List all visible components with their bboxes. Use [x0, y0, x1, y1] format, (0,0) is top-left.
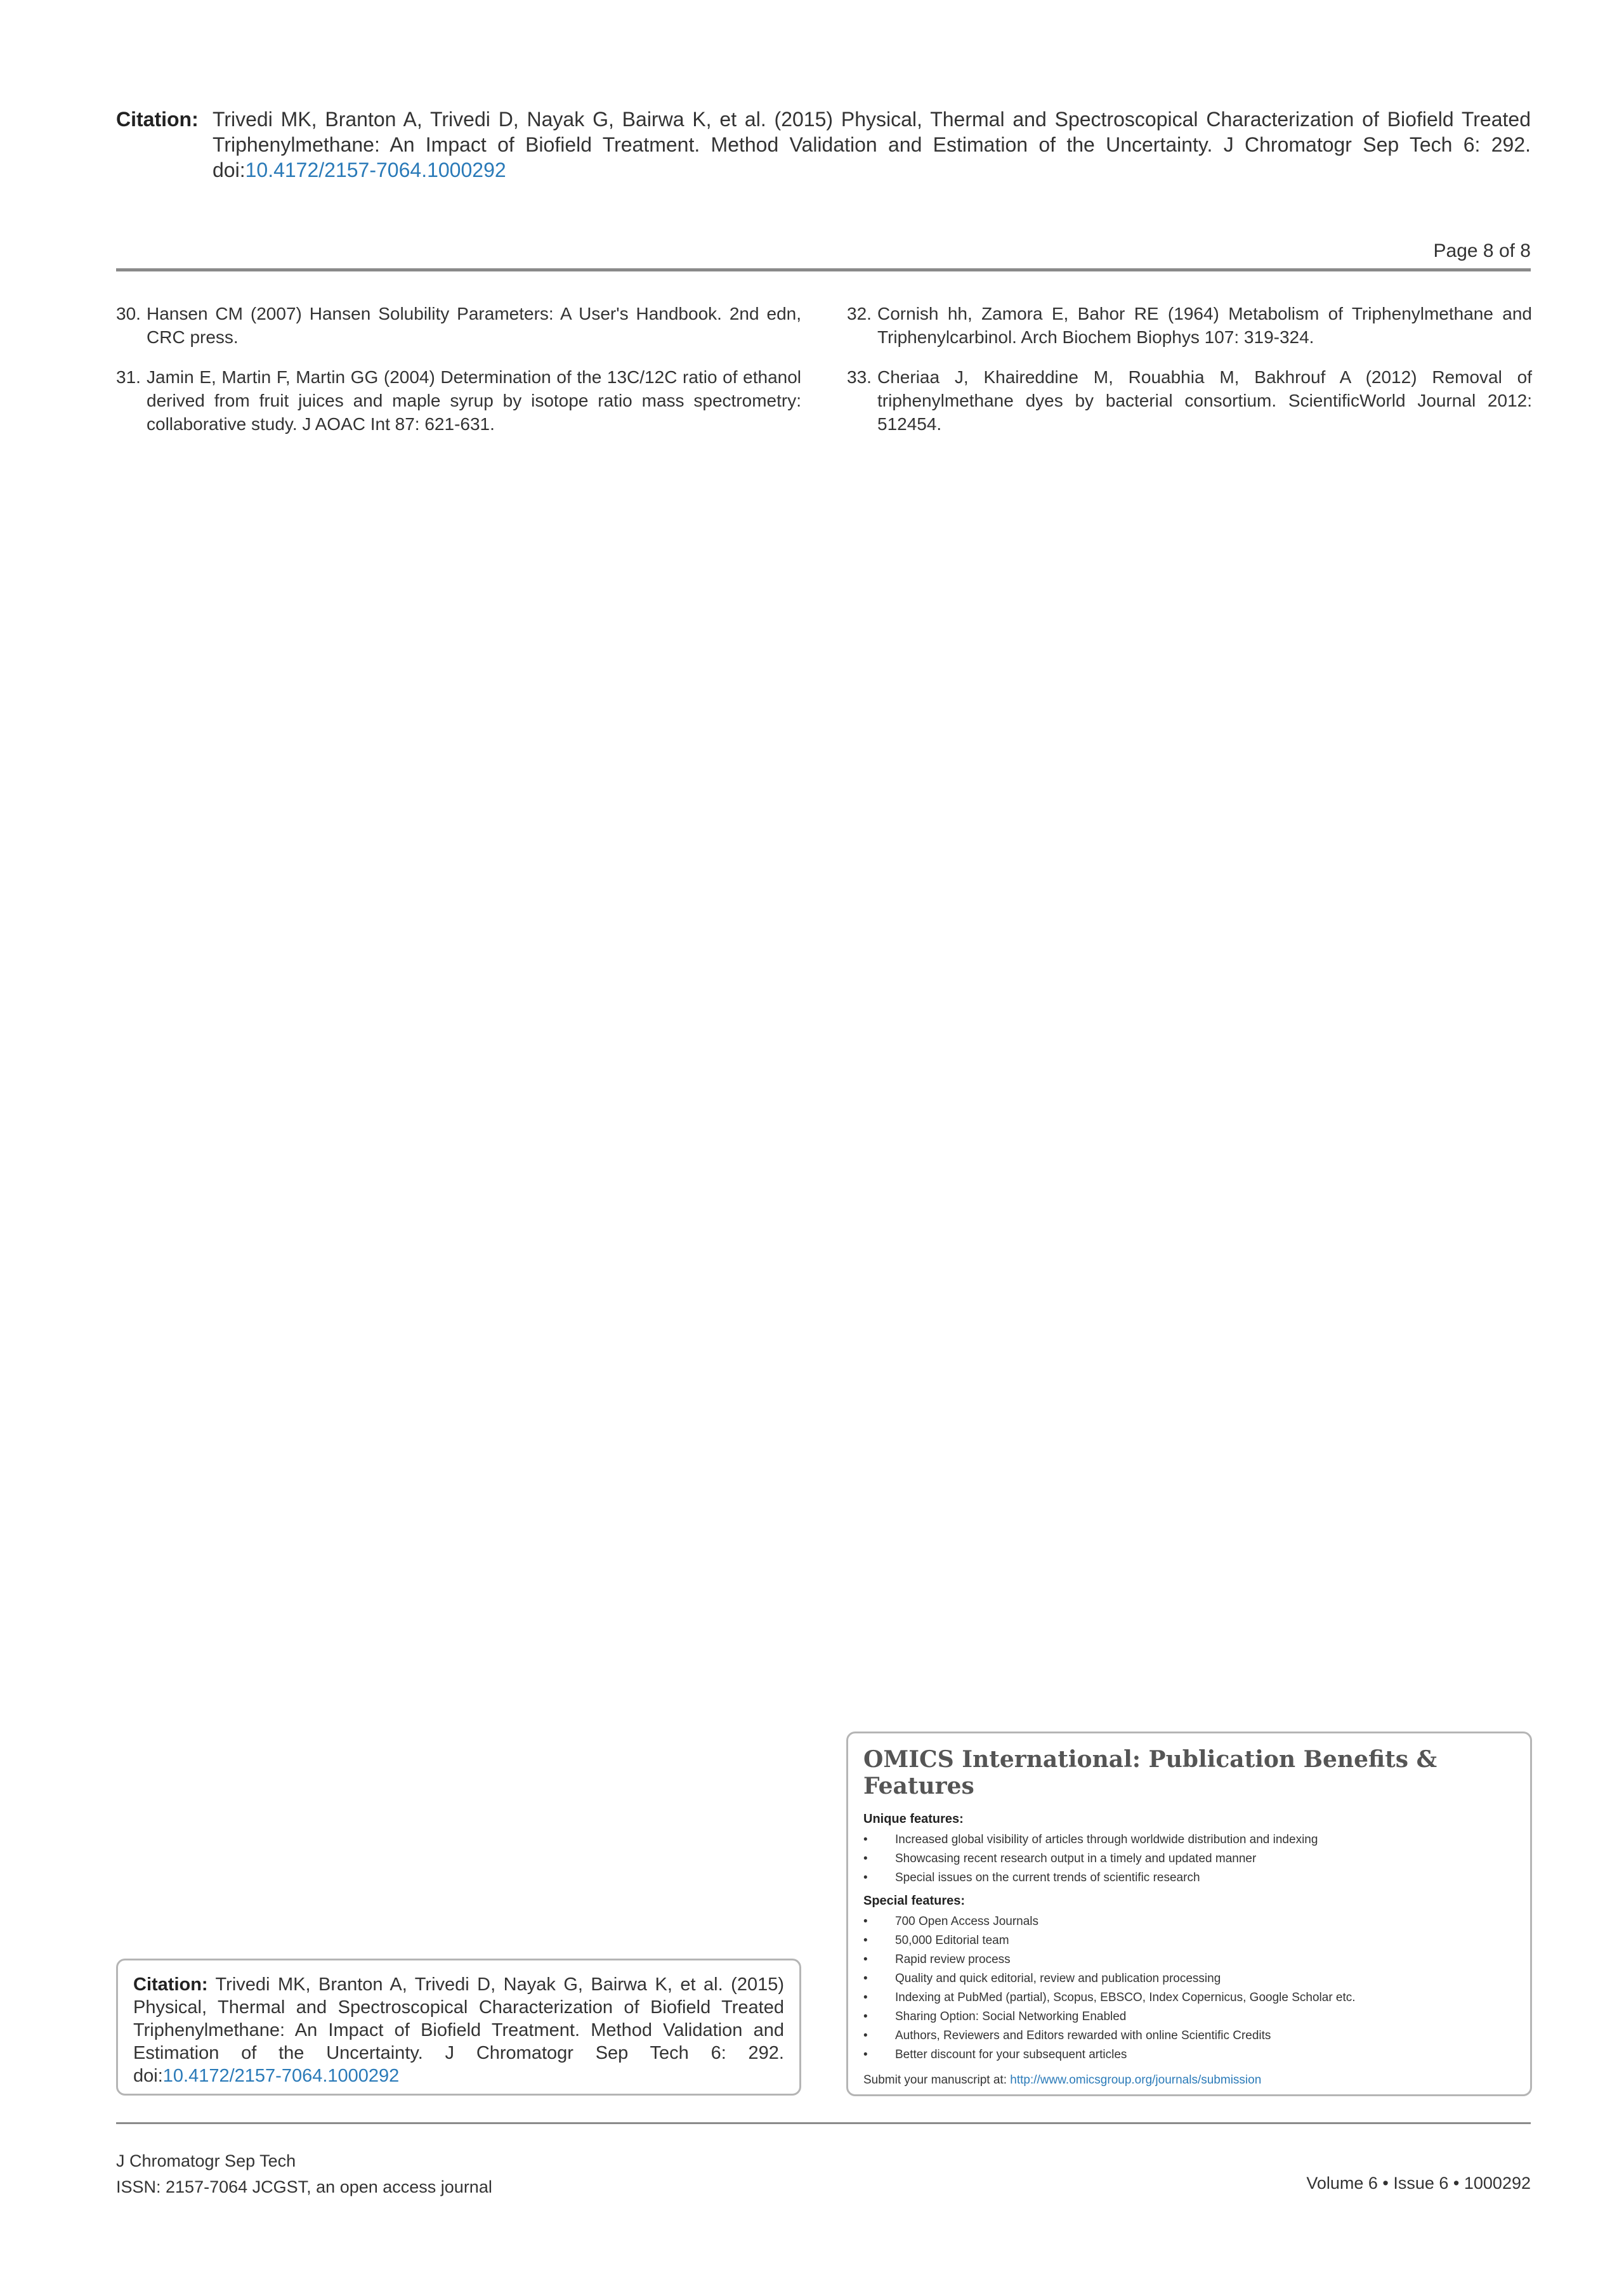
citation-box [116, 1959, 801, 2096]
reference-number: 31. [116, 367, 141, 387]
submit-label: Submit your manuscript at: [863, 2073, 1011, 2087]
omics-title: OMICS International: Publication Benefits & Features [863, 1746, 1437, 1799]
footer-journal: J Chromatogr Sep Tech [116, 2151, 296, 2170]
list-item: • Indexing at PubMed (partial), Scopus, EBSCO, Index Copernicus, Google Scholar etc. [863, 1988, 1515, 2007]
footer-issn: ISSN: 2157-7064 JCGST, an open access journal [116, 2177, 492, 2196]
reference-text: Hansen CM (2007) Hansen Solubility Parameters: A User's Handbook. 2nd edn, CRC press. [147, 304, 801, 347]
submit-line [863, 2071, 1515, 2090]
list-item: • 700 Open Access Journals [863, 1912, 1515, 1931]
reference-number: 30. [116, 304, 141, 323]
header-citation-label: Citation: [116, 108, 199, 131]
reference-text: Cornish hh, Zamora E, Bahor RE (1964) Metabolism of Triphenylmethane and Triphenylcarbinol. Arch Biochem Biophys 107: 319-324. [877, 304, 1532, 347]
footer-divider [116, 2122, 1531, 2124]
submission-link[interactable]: http://www.omicsgroup.org/journals/submission [1010, 2073, 1262, 2087]
unique-features-heading: Unique features: [863, 1812, 964, 1826]
header-divider [116, 268, 1531, 271]
omics-benefits-box [846, 1732, 1532, 2096]
citation-box-doi-link[interactable]: 10.4172/2157-7064.1000292 [162, 2066, 400, 2086]
unique-features-list [863, 1830, 1515, 1888]
list-item: • Better discount for your subsequent articles [863, 2045, 1515, 2064]
reference-text: Jamin E, Martin F, Martin GG (2004) Determination of the 13C/12C ratio of ethanol derived from fruit juices and maple syrup by isotope ratio mass spectrometry: collaborative study. J AOAC Int 87: 621-631. [147, 367, 801, 434]
citation-box-text: Trivedi MK, Branton A, Trivedi D, Nayak G, Bairwa K, et al. (2015) Physical, Thermal and Spectroscopical Characterization of Biofield Treated Triphenylmethane: An Impact of Biofield Treatment. Method Validation and Estimation of the Uncertainty. J Chromatogr Sep Tech 6: 292. doi: [133, 1974, 784, 2086]
reference-text: Cheriaa J, Khaireddine M, Rouabhia M, Bakhrouf A (2012) Removal of triphenylmethane dyes by bacterial consortium. ScientificWorld Journal 2012: 512454. [877, 367, 1532, 434]
reference-item [847, 302, 1532, 349]
references-left-column [116, 302, 801, 452]
references-right-column [847, 302, 1532, 452]
page-number: Page 8 of 8 [1433, 240, 1531, 261]
list-item: • Authors, Reviewers and Editors rewarded with online Scientific Credits [863, 2026, 1515, 2045]
reference-number: 33. [847, 367, 872, 387]
header-doi-link[interactable]: 10.4172/2157-7064.1000292 [245, 159, 506, 181]
header-citation-text: Trivedi MK, Branton A, Trivedi D, Nayak G, Bairwa K, et al. (2015) Physical, Thermal and Spectroscopical Characterization of Biofield Treated Triphenylmethane: An Impact of Biofield Treatment. Method Validation and Estimation of the Uncertainty. J Chromatogr Sep Tech 6: 292. doi: [213, 108, 1531, 181]
list-item: • Rapid review process [863, 1950, 1515, 1969]
reference-item [116, 365, 801, 436]
special-features-list [863, 1912, 1515, 2064]
reference-number: 32. [847, 304, 872, 323]
list-item: • Quality and quick editorial, review and publication processing [863, 1969, 1515, 1988]
list-item: • Sharing Option: Social Networking Enabled [863, 2007, 1515, 2026]
list-item: • Special issues on the current trends of scientific research [863, 1869, 1515, 1888]
special-features-heading: Special features: [863, 1894, 966, 1908]
header-citation [116, 107, 1531, 183]
header-citation-body [213, 107, 1531, 183]
reference-item [847, 365, 1532, 436]
reference-item [116, 302, 801, 349]
footer-volume: Volume 6 • Issue 6 • 1000292 [1306, 2174, 1531, 2193]
citation-box-label: Citation: [133, 1974, 208, 1995]
list-item: • Showcasing recent research output in a timely and updated manner [863, 1849, 1515, 1869]
list-item: • 50,000 Editorial team [863, 1931, 1515, 1950]
list-item: • Increased global visibility of articles through worldwide distribution and indexing [863, 1830, 1515, 1849]
